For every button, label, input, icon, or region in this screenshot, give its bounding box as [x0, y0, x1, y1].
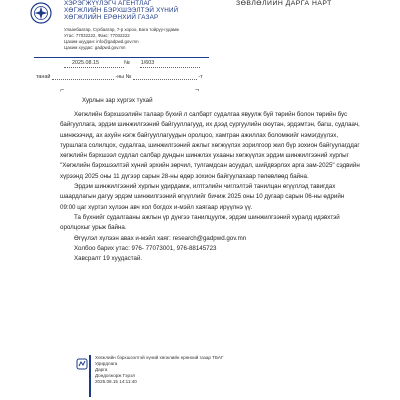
reference-number-suffix: -т	[198, 74, 203, 80]
agency-line: ХӨГЖЛИЙН БЭРХШЭЭЛТЭЙ ХҮНИЙ	[64, 7, 179, 14]
signature-line: Дондогжорж Гэрэл	[95, 373, 136, 379]
signature-line: Удирдлага	[95, 361, 118, 367]
signature-line: 2025.08.15 14:11:40	[95, 379, 137, 385]
attachment-line: Хавсралт 19 хуудастай.	[74, 255, 143, 263]
number-underline	[140, 67, 200, 68]
address-line: Утас: 77032222, Факс: 77032222	[64, 33, 130, 39]
agency-line: ХЭРЭГЖҮҮЛЭГЧ АГЕНТЛАГ	[64, 0, 152, 7]
reference-number-prefix: -ны №	[115, 74, 132, 80]
reference-number-field	[133, 73, 197, 80]
number-prefix: №	[123, 60, 130, 66]
header-divider	[34, 57, 209, 58]
date-number-line	[72, 60, 154, 66]
address-line: Улаанбаатар, Сүхбаатар, 7-р хороо, Бага тойруу-гудамж	[64, 27, 179, 32]
subject: Хурлын зар хүргэх тухай	[82, 97, 153, 104]
signature-line: Дарга	[95, 367, 108, 373]
phone-line: Холбоо барих утас: 976- 77073001, 976-88145723	[74, 244, 217, 252]
agency-address	[64, 27, 179, 51]
body-paragraph: Хөгжлийн бэрхшээлийн талаар бүхий л салбарт судалгаа явуулж буй төрийн болон төрийн бус байгууллага, эрдэм шинжилгээний байгууллагууд, их дээд сургуулийн оюутан, эрдэмтэн, багш, судлаач, шинжээчид, ах ахуйн нэгж байгууллагуудын оролцоо, хамтран ажиллах боломжийг нэмэгдүүлэх, туршлага солилцох, судалгаа, шинжилгээний ажлыг хөгжүүлэх зорилгоор жил бүр зохион байгуулагддаг хөгжлийн бэрхшээл судлал салбар дундын шинжлэх ухааны хөгжүүлэх эрдэм шинжилгээний хурлыг "Хөгжлийн бэрхшээлтэй хүний эрхийн зөрчил, тулгамдсан асуудал, шийдвэрлэх арга зам-2025" сэдвийн хүрээнд 2025 оны 11 дүгээр сарын 28-ны өдөр зохион байгуулахаар төлөвлөөд байна.	[60, 111, 360, 180]
recipient-title: ЗӨВЛӨЛИЙН ДАРГА НАРТ	[236, 0, 332, 7]
address-line: Цахим шуудан: info@gadpwd.gov.mn	[64, 39, 139, 45]
signature-line: Хөгжлийн бэрхшээлтэй хүний хөгжлийн ерөнхий газар ТБАГ	[95, 355, 224, 360]
subject-bracket-left: ⌐	[60, 87, 65, 94]
agency-emblem-icon	[30, 2, 52, 24]
digital-signature-icon	[76, 358, 88, 370]
body-paragraph: Эрдэм шинжилгээний хурлын удирдамж, илтгэлийн чиглэлтэй танилцан өгүүллэд тавигдах шаардлагын дагуу эрдэм шинжилгээний өгүүллийг бичиж 2025 оны 10 дугаар сарын 06-ны өдрийн 09:00 цаг хүртэл хүлээн авч хол богдох и-мэйл хаягаар ирүүлнэ үү.	[60, 183, 345, 211]
email-line: Өгүүлэл хүлээн авах и-мэйл хаяг: research@gadpwd.gov.mn	[74, 234, 247, 242]
reference-label: танай	[36, 74, 51, 80]
letter-body	[60, 110, 360, 264]
subject-bracket-right: ¬	[195, 87, 200, 94]
signature-block	[95, 355, 223, 385]
agency-name	[64, 0, 178, 21]
address-line: Цахим хуудас: gadpwd.gov.mn	[64, 45, 126, 51]
document-date: 2025.08.15	[72, 60, 99, 66]
agency-line: ХӨГЖЛИЙН ЕРӨНХИЙ ГАЗАР	[64, 14, 159, 21]
document-number: 1/603	[140, 60, 155, 66]
reference-line	[36, 73, 203, 80]
reference-date-field	[52, 73, 114, 80]
body-paragraph: Та бүхнийг судалгааны ажлын үр дүнгээ танилцуулж, эрдэм шинжилгээний хуралд идэвхтэй оролцохыг урьж байна.	[60, 213, 340, 232]
date-underline	[64, 67, 124, 68]
